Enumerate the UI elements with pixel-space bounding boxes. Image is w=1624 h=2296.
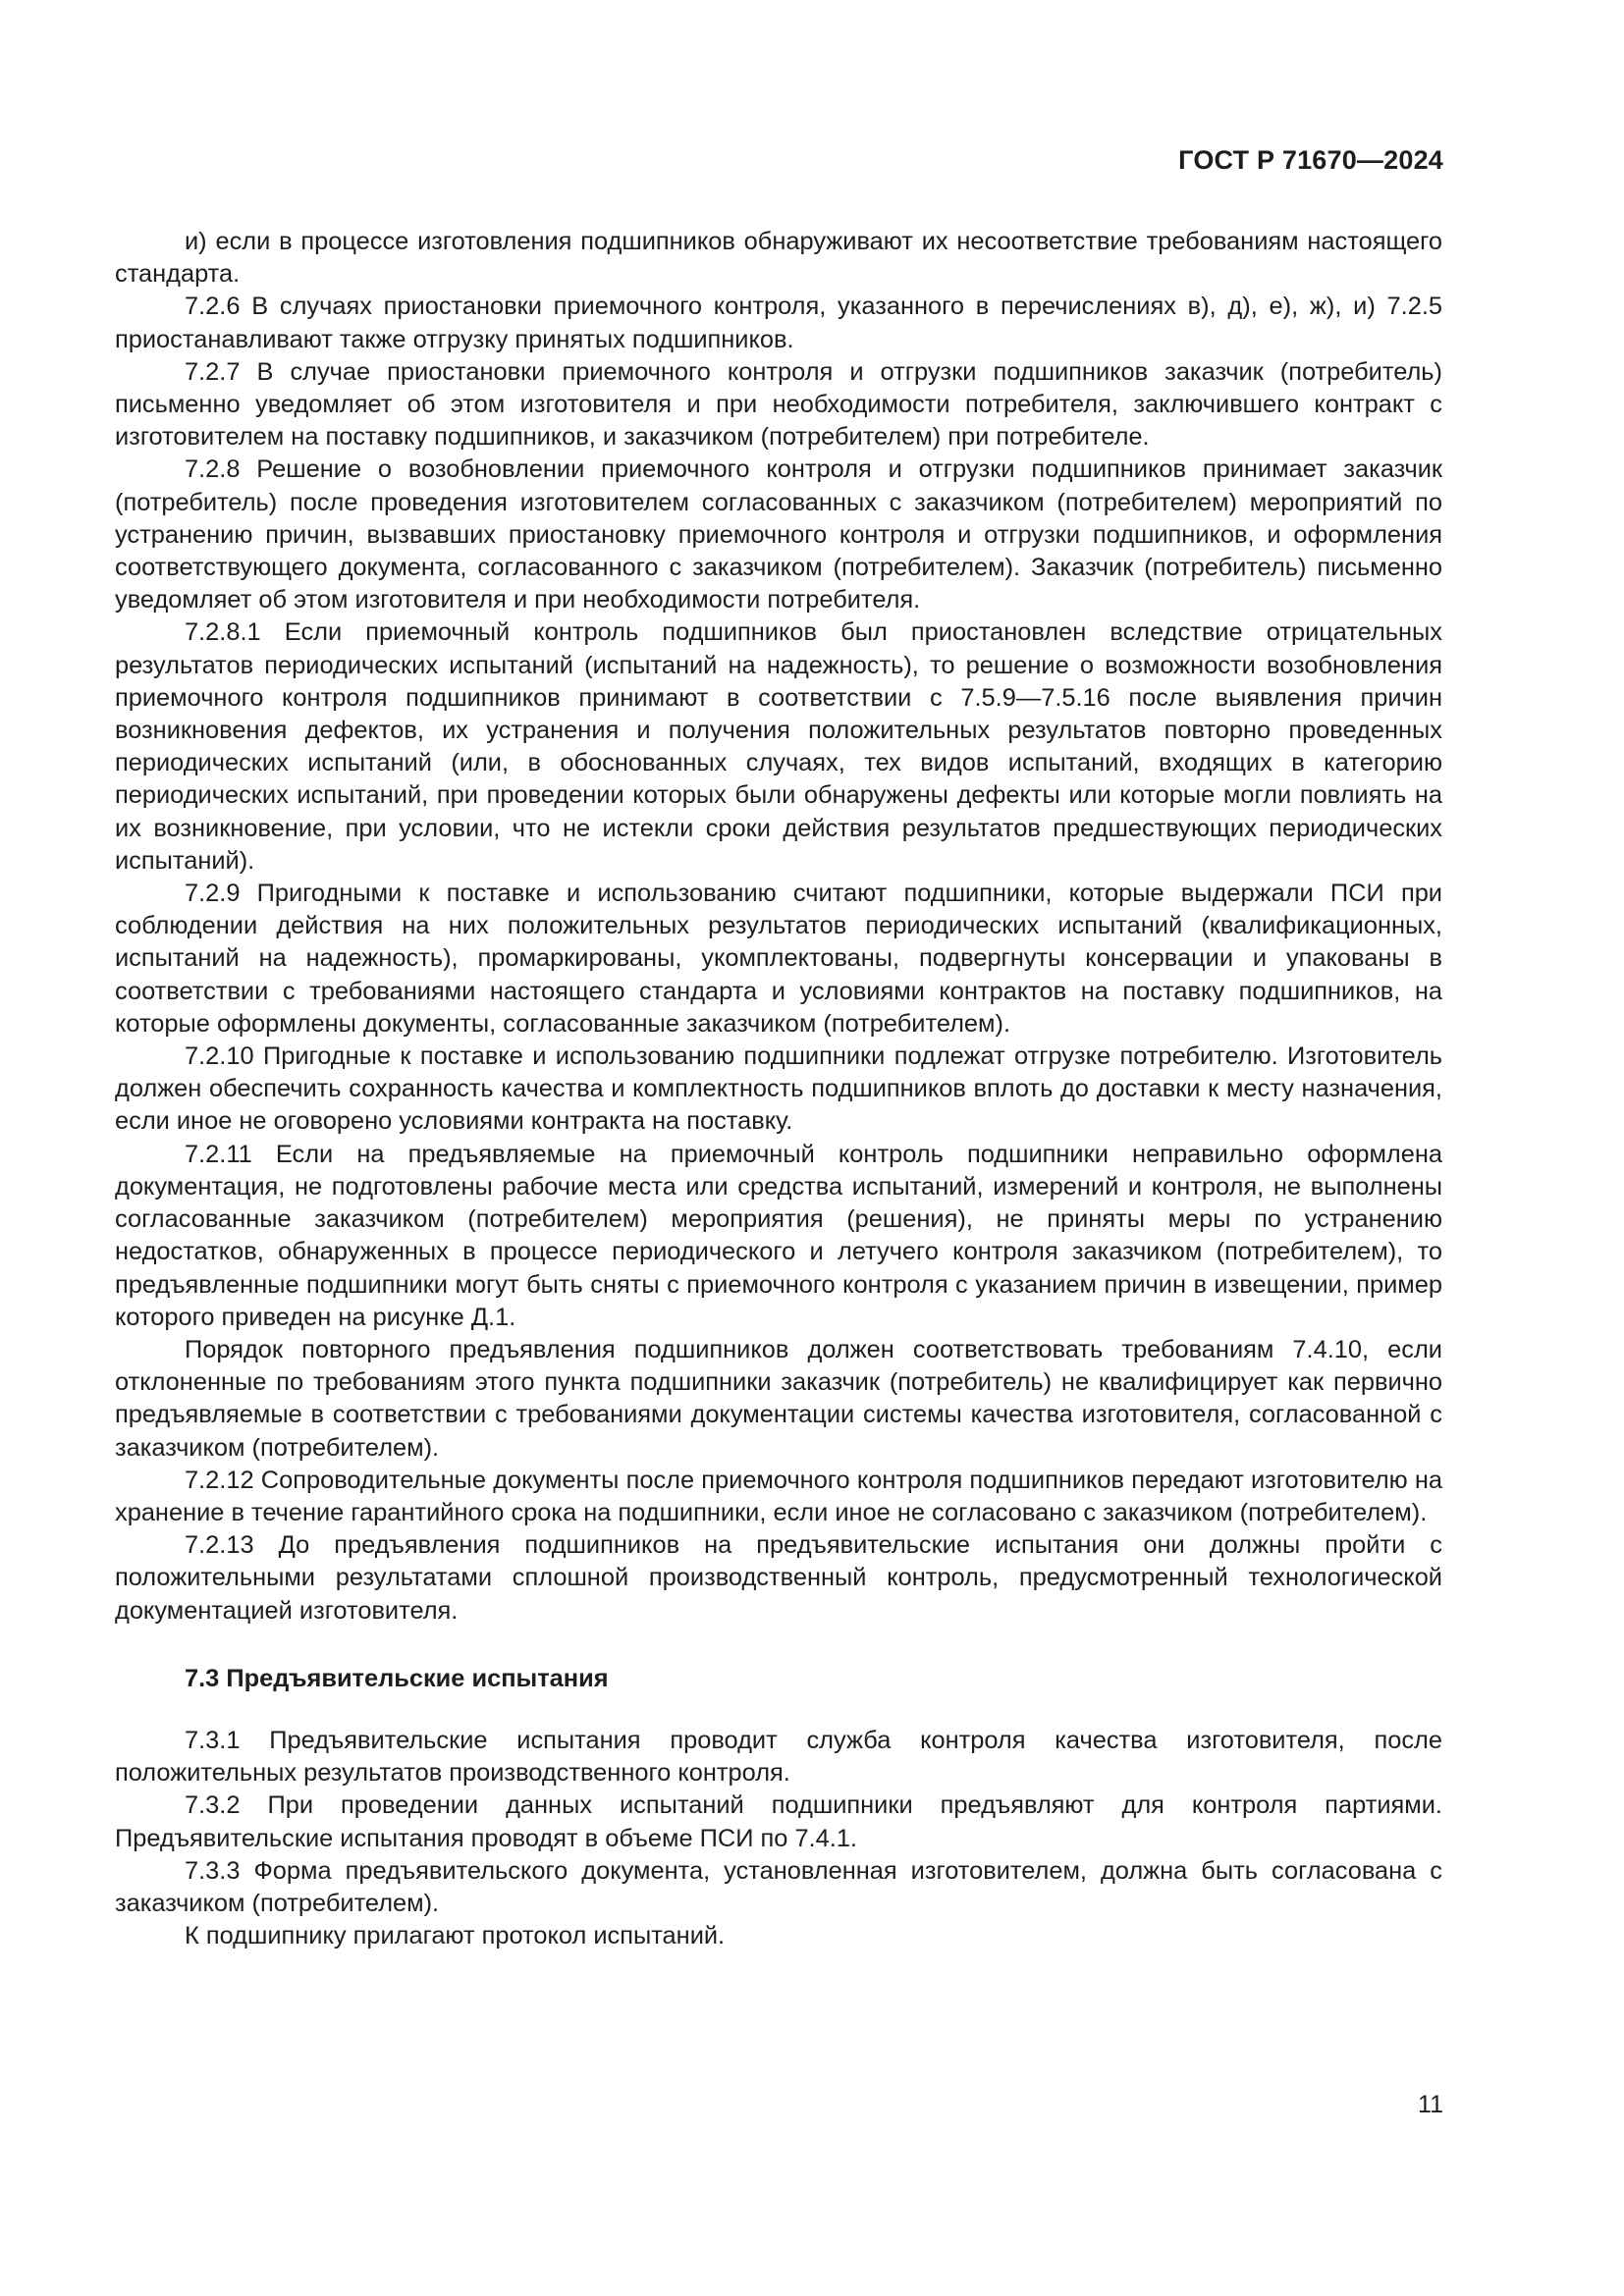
paragraph: 7.2.9 Пригодными к поставке и использованию считают подшипники, которые выдержали ПСИ при соблюдении действия на них положительных результатов периодических испытаний (квалификационных, испытаний на надежность), промаркированы, укомплектованы, подвергнуты консервации и упакованы в соответствии с требованиями настоящего стандарта и условиями контрактов на поставку подшипников, на которые оформлены документы, согласованные заказчиком (потребителем). (115, 880, 1442, 1038)
paragraph: 7.2.6 В случаях приостановки приемочного контроля, указанного в перечислениях в), д), е), ж), и) 7.2.5 приостанавливают также отгрузку принятых подшипников. (115, 293, 1442, 353)
paragraph: 7.3.3 Форма предъявительского документа, установленная изготовителем, должна быть согласована с заказчиком (потребителем). (115, 1856, 1442, 1917)
document-id-header: ГОСТ Р 71670—2024 (1178, 145, 1443, 175)
paragraph: 7.2.12 Сопроводительные документы после приемочного контроля подшипников передают изготовителю на хранение в течение гарантийного срока на подшипники, если иное не согласовано с заказчиком (потребителем). (115, 1466, 1442, 1526)
paragraph: 7.2.11 Если на предъявляемые на приемочный контроль подшипники неправильно оформлена документация, не подготовлены рабочие места или средства испытаний, измерений и контроля, не выполнены согласованные заказчиком (потребителем) мероприятия (решения), не приняты меры по устранению недостатков, обнаруженных в процессе периодического и летучего контроля заказчиком (потребителем), то предъявленные подшипники могут быть сняты с приемочного контроля с указанием причин в извещении, пример которого приведен на рисунке Д.1. (115, 1140, 1442, 1331)
section-heading: 7.3 Предъявительские испытания (185, 1664, 609, 1692)
paragraph: и) если в процессе изготовления подшипников обнаруживают их несоответствие требованиям настоящего стандарта. (115, 228, 1442, 289)
paragraph: 7.2.8 Решение о возобновлении приемочного контроля и отгрузки подшипников принимает заказчик (потребитель) после проведения изготовителем согласованных с заказчиком (потребителем) мероприятий по устранению причин, вызвавших приостановку приемочного контроля и отгрузки подшипников, и оформления соответствующего документа, согласованного с заказчиком (потребителем). Заказчик (потребитель) письменно уведомляет об этом изготовителя и при необходимости потребителя. (115, 455, 1442, 614)
paragraph: 7.2.7 В случае приостановки приемочного контроля и отгрузки подшипников заказчик (потребитель) письменно уведомляет об этом изготовителя и при необходимости потребителя, заключившего контракт с изготовителем на поставку подшипников, и заказчиком (потребителем) при потребителе. (115, 357, 1442, 452)
document-body (115, 226, 1442, 1952)
paragraph: 7.2.13 До предъявления подшипников на предъявительские испытания они должны пройти с положительными результатами сплошной производственный контроль, предусмотренный технологической документацией изготовителя. (115, 1531, 1442, 1625)
page-number: 11 (1418, 2091, 1443, 2118)
paragraph: 7.3.2 При проведении данных испытаний подшипники предъявляют для контроля партиями. Предъявительские испытания проводят в объеме ПСИ по 7.4.1. (115, 1791, 1442, 1852)
paragraph: 7.2.8.1 Если приемочный контроль подшипников был приостановлен вследствие отрицательных результатов периодических испытаний (испытаний на надежность), то решение о возможности возобновления приемочного контроля подшипников принимают в соответствии с 7.5.9—7.5.16 после выявления причин возникновения дефектов, их устранения и получения положительных результатов повторно проведенных периодических испытаний (или, в обоснованных случаях, тех видов испытаний, входящих в категорию периодических испытаний, при проведении которых были обнаружены дефекты или которые могли повлиять на их возникновение, при условии, что не истекли сроки действия результатов предшествующих периодических испытаний). (115, 618, 1442, 875)
paragraph: 7.3.1 Предъявительские испытания проводит служба контроля качества изготовителя, после положительных результатов производственного контроля. (115, 1726, 1442, 1788)
paragraph: Порядок повторного предъявления подшипников должен соответствовать требованиям 7.4.10, если отклоненные по требованиям этого пункта подшипники заказчик (потребитель) не квалифицирует как первично предъявляемые в соответствии с требованиями документации системы качества изготовителя, согласованной с заказчиком (потребителем). (115, 1335, 1442, 1462)
paragraph: 7.2.10 Пригодные к поставке и использованию подшипники подлежат отгрузке потребителю. Изготовитель должен обеспечить сохранность качества и комплектность подшипников вплоть до доставки к месту назначения, если иное не оговорено условиями контракта на поставку. (115, 1042, 1442, 1136)
paragraph: К подшипнику прилагают протокол испытаний. (185, 1922, 726, 1950)
